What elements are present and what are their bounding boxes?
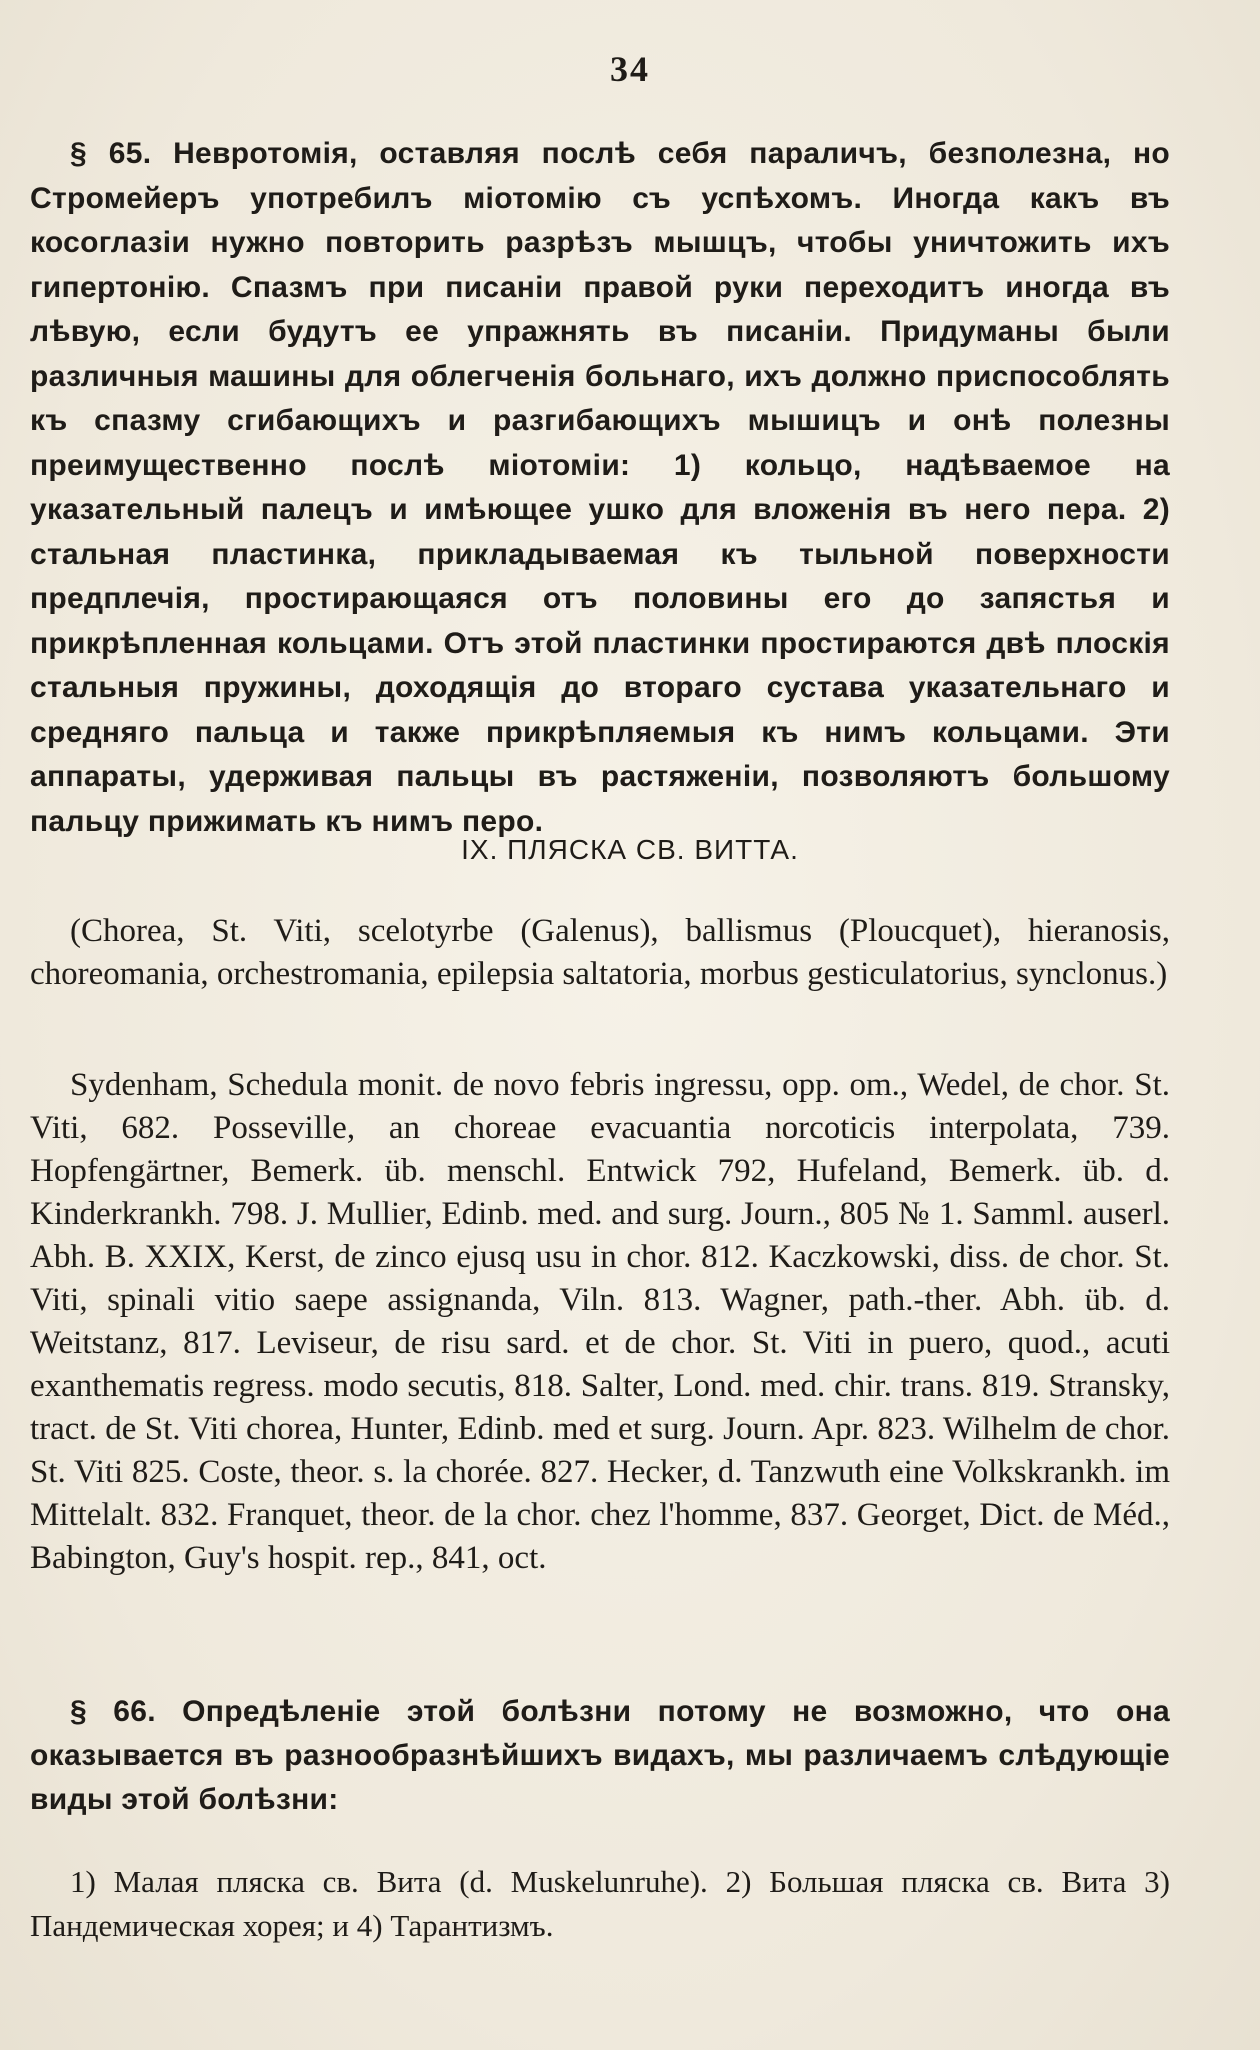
bibliography-text: Sydenham, Schedula monit. de novo febris ingressu, opp. om., Wedel, de chor. St. Viti, 682. Posseville, an choreae evacuantia norcoticis interpolata, 739. Hopfengärtner, Bemerk. üb. menschl. Entwick 792, Hufeland, Bemerk. üb. d. Kinderkrankh. 798. J. Mullier, Edinb. med. and surg. Journ., 805 № 1. Samml. auserl. Abh. B. XXIX, Kerst, de zinco ejusq usu in chor. 812. Kaczkowski, diss. de chor. St. Viti, spinali vitio saepe assignanda, Viln. 813. Wagner, path.-ther. Abh. üb. d. Weitstanz, 817. Leviseur, de risu sard. et de chor. St. Viti in puero, quod., acuti exanthematis regress. modo secutis, 818. Salter, Lond. med. chir. trans. 819. Stransky, tract. de St. Viti chorea, Hunter, Edinb. med et surg. Journ. Apr. 823. Wilhelm de chor. St. Viti 825. Coste, theor. s. la chorée. 827. Hecker, d. Tanzwuth eine Volkskrankh. im Mittelalt. 832. Franquet, theor. de la chor. chez l'homme, 837. Georget, Dict. de Méd., Babington, Guy's hospit. rep., 841, oct. [30, 1067, 1170, 1576]
disease-types-paragraph [30, 1860, 1170, 1948]
chapter-heading: IX. ПЛЯСКА СВ. ВИТТА. [461, 834, 799, 865]
synonyms-block [30, 910, 1170, 996]
synonyms-paragraph [30, 910, 1170, 996]
bibliography-paragraph [30, 1064, 1170, 1580]
section-66-text: § 66. Опредѣленіе этой болѣзни потому не возможно, что она оказывается въ разнообразнѣйшихъ видахъ, мы различаемъ слѣдующіе виды этой болѣзни: [30, 1695, 1170, 1816]
section-65-text: § 65. Невротомія, оставляя послѣ себя параличъ, безполезна, но Стромейеръ употребилъ міотомію съ успѣхомъ. Иногда какъ въ косоглазіи нужно повторить разрѣзъ мышцъ, чтобы уничтожить ихъ гипертонію. Спазмъ при писаніи правой руки переходитъ иногда въ лѣвую, если будутъ ее упражнять въ писаніи. Придуманы были различныя машины для облегченія больнаго, ихъ должно приспособлять къ спазму сгибающихъ и разгибающихъ мышицъ и онѣ полезны преимущественно послѣ міотоміи: 1) кольцо, надѣваемое на указательный палецъ и имѣющее ушко для вложенія въ него пера. 2) стальная пластинка, прикладываемая къ тыльной поверхности предплечія, простирающаяся отъ половины его до запястья и прикрѣпленная кольцами. Отъ этой пластинки простираются двѣ плоскія стальныя пружины, доходящія до втораго сустава указательнаго и средняго пальца и также прикрѣпляемыя къ нимъ кольцами. Эти аппараты, удерживая пальцы въ растяженіи, позволяютъ большому пальцу прижимать къ нимъ перо. [30, 137, 1170, 838]
section-66-paragraph [30, 1690, 1170, 1822]
disease-types-text: 1) Малая пляска св. Вита (d. Muskelunruhe). 2) Большая пляска св. Вита 3) Пандемическая хорея; и 4) Тарантизмъ. [30, 1864, 1170, 1943]
page-number: 34 [610, 49, 650, 89]
section-66-block [30, 1690, 1170, 1822]
bibliography-block [30, 1064, 1170, 1580]
disease-types-block [30, 1860, 1170, 1948]
section-65-block [30, 132, 1170, 844]
synonyms-text: (Chorea, St. Viti, scelotyrbe (Galenus), ballismus (Ploucquet), hieranosis, choreomania, orchestromania, epilepsia saltatoria, morbus gesticulatorius, synclonus.) [30, 913, 1170, 992]
section-65-paragraph [30, 132, 1170, 844]
